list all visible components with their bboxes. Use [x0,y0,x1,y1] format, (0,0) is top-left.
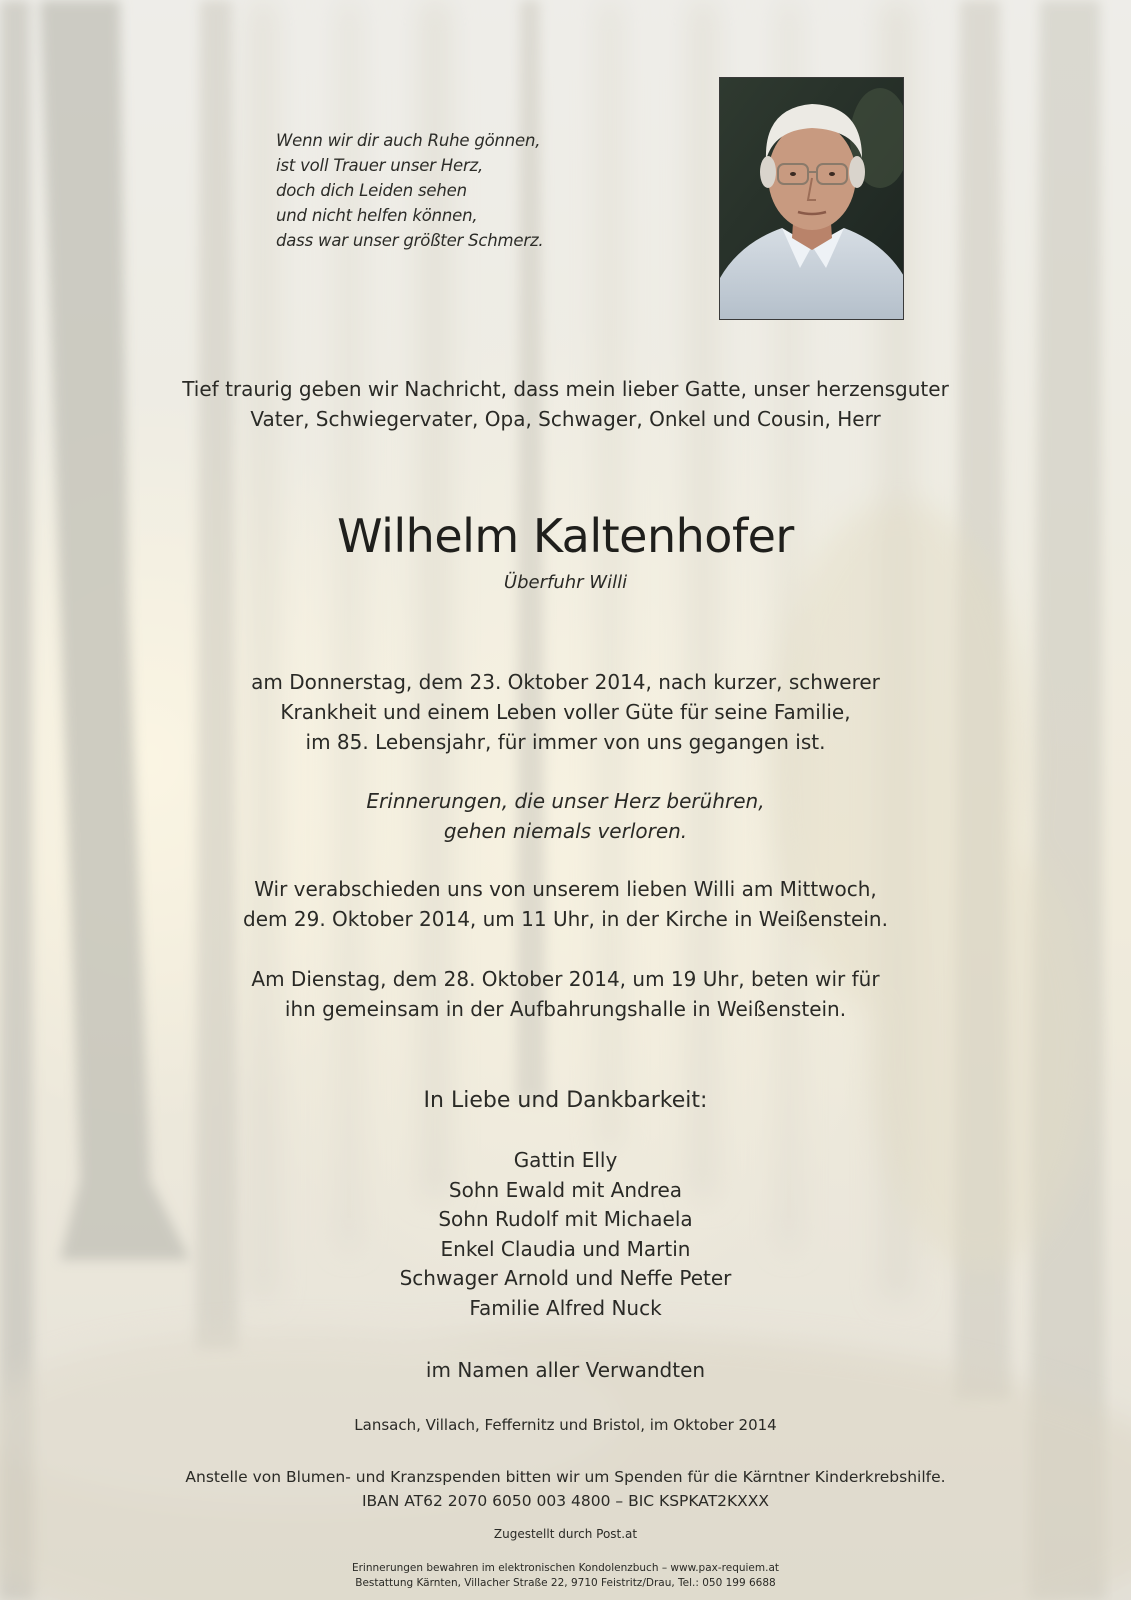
bank-details: IBAN AT62 2070 6050 003 4800 – BIC KSPKAT2KXXX [361,1492,770,1510]
portrait-photo [719,77,904,320]
death-notice-line: am Donnerstag, dem 23. Oktober 2014, nach kurzer, schwerer [251,670,880,694]
prayer-line: ihn gemeinsam in der Aufbahrungshalle in Weißenstein. [284,997,847,1021]
mourner-name: Gattin Elly [513,1148,618,1172]
deceased-nickname: Überfuhr Willi [503,572,628,593]
mourners-heading: In Liebe und Dankbarkeit: [423,1088,708,1113]
funeral-line: dem 29. Oktober 2014, um 11 Uhr, in der Kirche in Weißenstein. [243,907,888,931]
mourner-name: Sohn Rudolf mit Michaela [438,1207,693,1231]
memorial-quote [0,786,1131,846]
mourner-name: Sohn Ewald mit Andrea [448,1177,683,1202]
donation-request [0,1465,1131,1513]
death-notice-text [0,667,1131,757]
memorial-verse [276,128,636,253]
mourner-name: Schwager Arnold und Neffe Peter [399,1266,732,1290]
funeral-line: Wir verabschieden uns von unserem lieben Willi am Mittwoch, [254,877,877,901]
delivered-by: Zugestellt durch Post.at [493,1527,638,1541]
verse-line: Wenn wir dir auch Ruhe gönnen, [276,131,541,150]
quote-line: gehen niemals verloren. [443,819,688,843]
announcement-line: Tief traurig geben wir Nachricht, dass mein lieber Gatte, unser herzensguter [182,377,949,401]
deceased-name: Wilhelm Kaltenhofer [337,509,794,563]
death-notice-line: im 85. Lebensjahr, für immer von uns gegangen ist. [305,730,826,754]
mourner-name: Enkel Claudia und Martin [440,1236,691,1261]
announcement-text [0,374,1131,434]
prayer-details [0,964,1131,1024]
donation-line: Anstelle von Blumen- und Kranzspenden bitten wir um Spenden für die Kärntner Kinderkrebshilfe. [185,1468,946,1486]
footer-address-line: Bestattung Kärnten, Villacher Straße 22, 9710 Feistritz/Drau, Tel.: 050 199 6688 [355,1577,776,1589]
prayer-line: Am Dienstag, dem 28. Oktober 2014, um 19 Uhr, beten wir für [251,967,880,991]
footer [0,1561,1131,1591]
verse-line: dass war unser größter Schmerz. [276,231,544,250]
verse-line: ist voll Trauer unser Herz, [276,156,484,175]
mourner-name: Familie Alfred Nuck [469,1295,662,1320]
quote-line: Erinnerungen, die unser Herz berühren, [366,789,765,813]
funeral-details [0,874,1131,934]
verse-line: und nicht helfen können, [276,206,478,225]
footer-condolence-line: Erinnerungen bewahren im elektronischen Kondolenzbuch – www.pax-requiem.at [351,1562,780,1574]
announcement-line: Vater, Schwiegervater, Opa, Schwager, Onkel und Cousin, Herr [250,407,881,431]
mourners-list [0,1146,1131,1323]
mourners-closing: im Namen aller Verwandten [425,1358,706,1382]
place-date: Lansach, Villach, Feffernitz und Bristol, im Oktober 2014 [354,1416,777,1434]
verse-line: doch dich Leiden sehen [276,181,467,200]
death-notice-line: Krankheit und einem Leben voller Güte für seine Familie, [280,700,851,724]
